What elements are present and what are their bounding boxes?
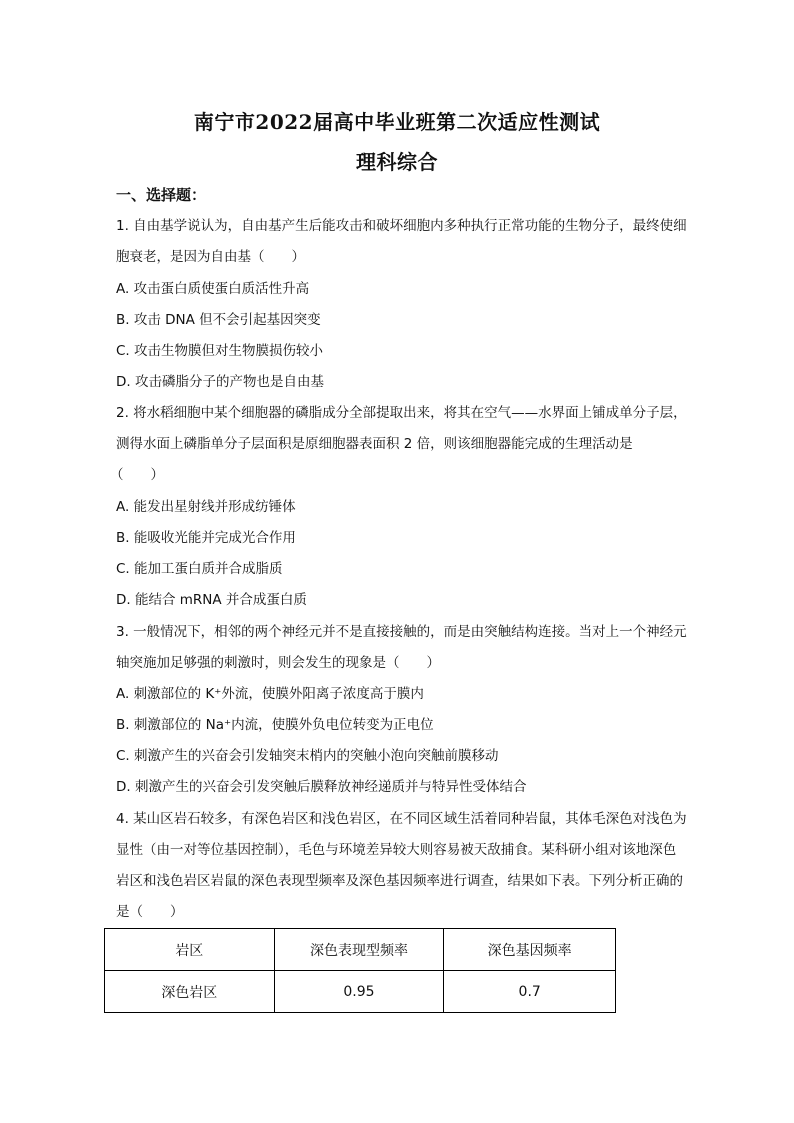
q2-option-c: C. 能加工蛋白质并合成脂质 xyxy=(116,561,283,577)
exam-subtitle: 理科综合 xyxy=(356,150,438,174)
q3-option-d: D. 刺激产生的兴奋会引发突触后膜释放神经递质并与特异性受体结合 xyxy=(116,779,527,795)
q2-stem-line-3: （ ） xyxy=(110,467,164,483)
q1-option-d: D. 攻击磷脂分子的产物也是自由基 xyxy=(116,374,324,390)
q1-option-a: A. 攻击蛋白质使蛋白质活性升高 xyxy=(116,281,310,297)
table-cell: 深色岩区 xyxy=(105,971,275,1013)
q2-stem-line-2: 测得水面上磷脂单分子层面积是原细胞器表面积 2 倍，则该细胞器能完成的生理活动是 xyxy=(116,436,633,452)
table-row xyxy=(105,971,616,1013)
q4-stem-line-4: 是（ ） xyxy=(116,904,184,920)
table-cell: 0.95 xyxy=(274,971,444,1013)
q3-option-a: A. 刺激部位的 K⁺外流，使膜外阳离子浓度高于膜内 xyxy=(116,686,424,702)
q2-option-a: A. 能发出星射线并形成纺锤体 xyxy=(116,499,296,515)
q3-option-b: B. 刺激部位的 Na⁺内流，使膜外负电位转变为正电位 xyxy=(116,717,434,733)
table-cell: 0.7 xyxy=(444,971,616,1013)
q4-stem-line-1: 4. 某山区岩石较多，有深色岩区和浅色岩区，在不同区域生活着同种岩鼠，其体毛深色对浅色为 xyxy=(116,811,687,827)
q3-stem-line-2: 轴突施加足够强的刺激时，则会发生的现象是（ ） xyxy=(116,655,440,671)
section-title: 一、选择题： xyxy=(116,186,207,204)
table-header-cell: 深色基因频率 xyxy=(444,929,616,971)
table-header-cell: 深色表现型频率 xyxy=(274,929,444,971)
exam-title: 南宁市2022届高中毕业班第二次适应性测试 xyxy=(193,110,601,134)
q3-option-c: C. 刺激产生的兴奋会引发轴突末梢内的突触小泡向突触前膜移动 xyxy=(116,748,499,764)
q4-stem-line-2: 显性（由一对等位基因控制），毛色与环境差异较大则容易被天敌捕食。某科研小组对该地深色 xyxy=(116,842,677,858)
q2-option-d: D. 能结合 mRNA 并合成蛋白质 xyxy=(116,592,307,608)
table-header-row xyxy=(105,929,616,971)
q1-option-b: B. 攻击 DNA 但不会引起基因突变 xyxy=(116,312,321,328)
q1-stem-line-1: 1. 自由基学说认为，自由基产生后能攻击和破坏细胞内多种执行正常功能的生物分子，最终使细 xyxy=(116,218,687,234)
q1-stem-line-2: 胞衰老，是因为自由基（ ） xyxy=(116,249,305,265)
q2-option-b: B. 能吸收光能并完成光合作用 xyxy=(116,530,296,546)
q3-stem-line-1: 3. 一般情况下，相邻的两个神经元并不是直接接触的，而是由突触结构连接。当对上一个神经元 xyxy=(116,624,687,640)
q2-stem-line-1: 2. 将水稻细胞中某个细胞器的磷脂成分全部提取出来，将其在空气——水界面上铺成单分子层， xyxy=(116,405,687,421)
q1-option-c: C. 攻击生物膜但对生物膜损伤较小 xyxy=(116,343,324,359)
data-table xyxy=(104,928,616,1013)
q4-stem-line-3: 岩区和浅色岩区岩鼠的深色表现型频率及深色基因频率进行调查，结果如下表。下列分析正确的 xyxy=(116,873,683,889)
table-header-cell: 岩区 xyxy=(105,929,275,971)
